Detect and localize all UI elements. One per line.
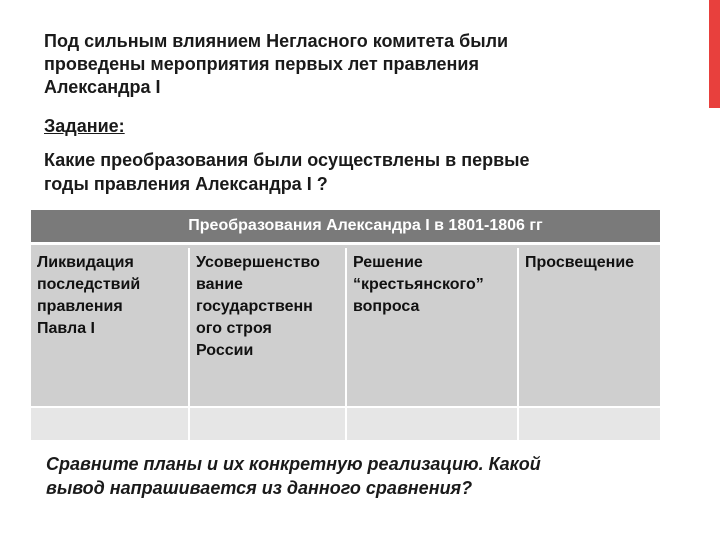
table-cell-empty — [347, 408, 517, 440]
table-cell-empty — [190, 408, 345, 440]
cell-line: Павла I — [37, 320, 95, 337]
intro-line: Александра I — [44, 77, 161, 97]
conclusion-line: вывод напрашивается из данного сравнения? — [46, 478, 473, 498]
table-header: Преобразования Александра I в 1801-1806 гг — [31, 210, 660, 245]
cell-line: России — [196, 342, 254, 359]
intro-line: проведены мероприятия первых лет правления — [44, 54, 479, 74]
grid-divider — [31, 406, 660, 408]
question-line: годы правления Александра I ? — [44, 174, 328, 194]
table-cell-col4 — [519, 248, 660, 406]
cell-line: ого строя — [196, 320, 272, 337]
grid-divider — [188, 248, 190, 440]
table-cell-col3 — [347, 248, 517, 406]
grid-divider — [345, 248, 347, 440]
table-cell-empty — [31, 408, 188, 440]
task-question — [44, 148, 604, 196]
question-line: Какие преобразования были осуществлены в первые — [44, 150, 530, 170]
cell-line: правления — [37, 298, 123, 315]
grid-divider — [517, 248, 519, 440]
cell-line: вание — [196, 276, 243, 293]
table-cell-empty — [519, 408, 660, 440]
cell-line: Ликвидация — [37, 254, 134, 271]
intro-text — [44, 30, 604, 99]
cell-line: государственн — [196, 298, 313, 315]
conclusion-text — [46, 452, 626, 500]
table-cell-col1 — [31, 248, 188, 406]
conclusion-line: Сравните планы и их конкретную реализацию. Какой — [46, 454, 541, 474]
cell-line: последствий — [37, 276, 141, 293]
task-label: Задание: — [44, 116, 125, 136]
cell-line: вопроса — [353, 298, 420, 315]
cell-line: Решение — [353, 254, 423, 271]
table-cell-col2 — [190, 248, 345, 406]
cell-line: Усовершенство — [196, 254, 320, 271]
cell-line: Просвещение — [525, 254, 635, 271]
reforms-table — [31, 210, 660, 440]
accent-bar — [709, 0, 720, 108]
cell-line: “крестьянского” — [353, 276, 484, 293]
intro-line: Под сильным влиянием Негласного комитета были — [44, 31, 509, 51]
